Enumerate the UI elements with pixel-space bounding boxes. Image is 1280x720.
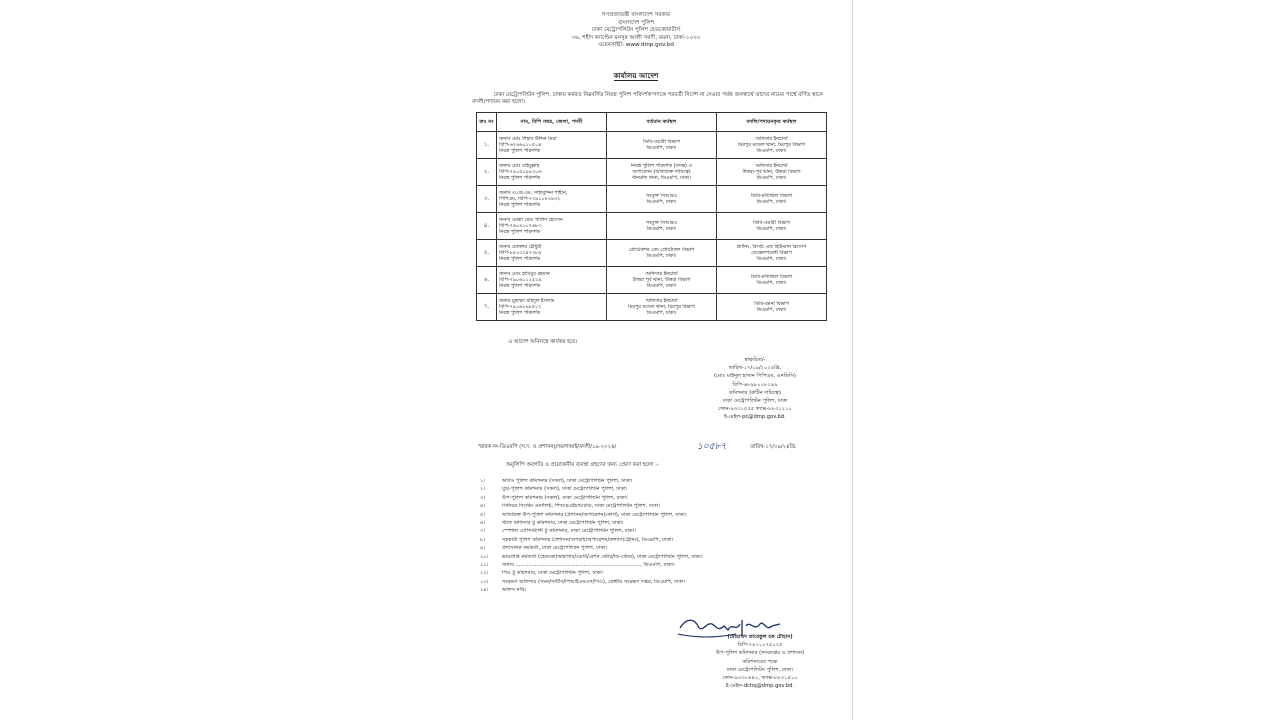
header-new-post: বদলি/পদায়নকৃত কর্মস্থল (717, 113, 827, 132)
list-item (480, 495, 820, 503)
cell-current-post-line: মিরপুর মডেল থানা, মিরপুর বিভাগ (628, 303, 695, 310)
list-item-text: স্টাফ অফিসার টু কমিশনার, ঢাকা মেট্রোপলিটন পুলিশ, ঢাকা। (502, 519, 624, 526)
table-row (477, 159, 827, 186)
list-item-number: ৮। (480, 536, 486, 543)
list-item (480, 512, 820, 520)
cell-current-post (607, 213, 717, 240)
cell-current-post-line: ডিএমপি, ঢাকা। (646, 145, 677, 151)
cell-name-line: নিরস্ত্র পুলিশ পরিদর্শক (499, 148, 541, 155)
table-row (477, 213, 827, 240)
signature-line: তারিখ-১৭/০৯/২০২৪খ্রি. (728, 365, 782, 372)
cell-current-post (607, 132, 717, 159)
cell-new-post-line: মিরপুর মডেল থানা, মিরপুর বিভাগ (738, 141, 805, 148)
cell-new-post-line: ডিএমপি, ঢাকা। (756, 148, 787, 155)
cell-name (497, 132, 607, 159)
list-item-number: ৫। (480, 511, 486, 518)
cell-current-post (607, 294, 717, 321)
list-item (480, 587, 820, 595)
list-item-text: সিনিয়র সিস্টেম এনালিষ্ট, পিআরএইচআরডি, ঢাকা মেট্রোপলিটন পুলিশ, ঢাকা। (502, 503, 661, 510)
cell-serial: ৩. (477, 186, 497, 213)
table-body (477, 132, 827, 321)
cell-new-post (717, 294, 827, 321)
cell-name-line: নিরস্ত্র পুলিশ পরিদর্শক (499, 175, 541, 182)
signature-line: কমিশনারের পক্ষে (742, 658, 778, 665)
cell-current-post-line: প্রোটেকশন এন্ড প্রোটোকল বিভাগ (628, 246, 695, 253)
list-item-text: যুগ্ম-পুলিশ কমিশনার (সকল), ঢাকা মেট্রোপলিটন পুলিশ, ঢাকা। (502, 486, 628, 493)
cell-new-post-line: ডিবি-মতিঝিল বিভাগ (750, 273, 793, 280)
cell-name-line: জনাব মোঃ মহিবুল্লাহ (499, 162, 540, 169)
cell-current-post (607, 159, 717, 186)
list-item (480, 503, 820, 511)
list-item (480, 478, 820, 486)
signature-line: (মোহাম্মদ তারেকুল হক চৌহান) (727, 634, 793, 640)
cell-name-line: জনাব মোল্লা মোঃ খালিদ হোসেন (499, 216, 563, 223)
cell-new-post-line: ডিবি-রমনা বিভাগ (754, 300, 789, 307)
list-item-text: অতিরিক্ত উপ-পুলিশ কমিশনার (প্রশাসন/অপারেশন/ফোর্স), ঢাকা মেট্রোপলিটন পুলিশ, ঢাকা। (502, 511, 687, 518)
cell-name-line: বিপি-৭৬০৪১০৭৬৮৩ (499, 222, 542, 229)
cell-current-post-line: নিরস্ত্র পুলিশ পরিদর্শক (তদন্ত) ও (630, 162, 693, 169)
signature-block-commissioner (670, 357, 840, 423)
letterhead (420, 12, 852, 50)
list-item (480, 579, 820, 587)
cell-current-post-line: সংযুক্ত সিআরও (645, 219, 678, 226)
cell-serial: ৭. (477, 294, 497, 321)
cell-name (497, 294, 607, 321)
list-item-number: ১৩। (480, 578, 489, 585)
letterhead-website: ওয়েবসাইট: www.dmp.gov.bd (598, 42, 674, 49)
memo-date: তারিখ-১৭/০৯/২৪খ্রি. (750, 444, 797, 450)
cell-name-line: জনাব মোঃ হাবিবুর রহমান (499, 270, 550, 277)
cell-name-line: নিরস্ত্র পুলিশ পরিদর্শক (499, 283, 541, 290)
cell-current-post-line: ডিএমপি, ঢাকা। (646, 283, 677, 290)
list-item-text: পিএ টু কমিশনার, ঢাকা মেট্রোপলিটন পুলিশ, ঢাকা। (502, 570, 604, 577)
memo-ref-number: স্মারক নং-ডিএমপি (স.দ. ও প্রশাসন)/অরগআই/বদলী/১৯-২০২৪/ (478, 444, 617, 450)
cell-name (497, 213, 607, 240)
signature-line: উপ-পুলিশ কমিশনার (সদরদপ্তর ও প্রশাসন) (715, 650, 805, 657)
table-header-row (477, 113, 827, 132)
cell-name-line: নিরস্ত্র পুলিশ পরিদর্শক (499, 229, 541, 236)
cell-name-line: বিপি-৭৯০৬১১২৫২৯ (499, 276, 542, 283)
list-item (480, 570, 820, 578)
cell-current-post-line: ডিএমপি, ঢাকা। (646, 226, 677, 232)
cell-name-line: বিপি-৮৪১৩১৪৭৩৮৯ (499, 249, 542, 256)
cell-new-post-line: অফিসার ইনচার্জ (755, 135, 788, 142)
signature-line: ঢাকা মেট্রোপলিটন পুলিশ, ঢাকা (722, 397, 788, 404)
signature-line: ফোন-৯৩৩১৫৫৫ ফ্যাক্স-৮৮৩১২১০ (718, 406, 792, 413)
cell-new-post-line: ডিবি-ওয়ারী বিভাগ (753, 219, 790, 226)
cell-new-post (717, 213, 827, 240)
cell-name-line: জনাব মুহাম্মদ মহিদুল ইসলাম (499, 297, 555, 304)
effect-line: এ আদেশ অবিলম্বে কার্যকর হবে। (508, 339, 578, 345)
order-heading-text: কার্যালয় আদেশ (613, 71, 659, 80)
cell-name-line: জনাব মোঃ শিহাব উদ্দিন মিয়া (499, 135, 557, 142)
header-serial: ক্রঃ নং (477, 113, 497, 132)
signature-line: ফোন-৯৩৩০৪৪২, ফ্যাক্স-৮৮৩১৪১০ (722, 674, 798, 681)
document-page (420, 0, 852, 720)
cell-name-line: বিপি-৭৯০৫০৯৯৩০৬ (499, 168, 542, 175)
cell-current-post-line: ডিবি-ওয়ারী বিভাগ (643, 138, 680, 145)
list-item-number: ১০। (480, 553, 489, 560)
cell-current-post-line: ডিএমপি, ঢাকা। (646, 199, 677, 205)
cell-new-post-line: ডিবি-মতিঝিল বিভাগ (750, 192, 793, 199)
list-item-number: ৪। (480, 503, 486, 510)
header-current-post: বর্তমান কর্মস্থল (607, 113, 717, 132)
list-item-number: ৬। (480, 519, 486, 526)
list-item-text: প্রশাসনিক কর্মকর্তা, ঢাকা মেট্রোপলিটন পুলিশ, ঢাকা। (502, 545, 608, 552)
list-item (480, 528, 820, 536)
list-item-number: ৩। (480, 494, 486, 501)
cell-new-post-line: ডিএমপি, ঢাকা। (756, 256, 787, 263)
cell-new-post-line: ডিএমপি, ঢাকা। (756, 307, 787, 313)
cell-current-post (607, 186, 717, 213)
cell-serial: ১. (477, 132, 497, 159)
list-item-number: ২। (480, 486, 486, 493)
list-item-text: সংরক্ষণ অফিসার (সমন/সার্টিস/পিআইএমএস/সিও), কেন্দ্রীয় সংরক্ষণ দপ্তর, ডিএমপি, ঢাকা। (502, 578, 686, 585)
cell-name-line: নিরস্ত্র পুলিশ পরিদর্শক (499, 310, 541, 317)
handwritten-number-text: ১০৫৮৭ (697, 442, 727, 452)
cell-new-post-line: প্ল্যানিং, রিসার্চ এন্ড হিউম্যান রিসোর্স (736, 243, 807, 250)
signature-line: ই-মেইল-dchq@dmp.gov.bd. (725, 683, 795, 690)
page-edge-divider (852, 0, 853, 720)
cell-new-post (717, 186, 827, 213)
cell-serial: ৪. (477, 213, 497, 240)
list-item-number: ৭। (480, 528, 486, 535)
list-item-number: ১। (480, 478, 486, 484)
list-item-text: উপ-পুলিশ কমিশনার (সকল), ঢাকা মেট্রোপলিটন পুলিশ, ঢাকা। (502, 494, 628, 501)
signature-line: স্বাক্ষরিত/- (744, 357, 766, 363)
cell-name-line: পিপিএম, বিপি-৭৩৯১০৮৩৯৩২ (499, 195, 561, 202)
list-item (480, 554, 820, 562)
signature-line: কমিশনার (রুটিন দায়িত্বে) (729, 389, 781, 396)
letterhead-line: বাংলাদেশ পুলিশ (617, 19, 655, 26)
cell-new-post (717, 132, 827, 159)
cell-current-post-line: ডিএমপি, ঢাকা। (646, 310, 677, 317)
cell-new-post-line: উত্তরা-পূর্ব থানা, উত্তরা বিভাগ (742, 168, 801, 175)
list-item-text: অফিস নথি। (502, 587, 527, 594)
cell-new-post (717, 240, 827, 267)
cell-current-post-line: ধানমন্ডি থানা, ডিএমপি, ঢাকা। (632, 175, 691, 182)
list-item (480, 545, 820, 553)
signature-line: বিপি-৬৮৯৮০০৮১৯৯ (732, 381, 778, 388)
handwritten-signature (676, 614, 786, 640)
transfer-table (476, 112, 827, 321)
cell-new-post-line: ডিএমপি, ঢাকা। (756, 280, 787, 286)
cell-current-post-line: অফিসার ইনচার্জ (645, 270, 678, 277)
cell-current-post (607, 240, 717, 267)
table-row (477, 240, 827, 267)
table-row (477, 267, 827, 294)
letterhead-line: ৩৬, শহীদ ক্যাপ্টেন মনসুর আলী সরণী, রমনা, ঢাকা-১০০০ (571, 34, 701, 41)
distribution-list (480, 478, 820, 595)
signature-block-dc (660, 634, 860, 691)
cell-serial: ২. (477, 159, 497, 186)
list-item-number: ৯। (480, 545, 486, 552)
cell-new-post-line: ডেভেলপমেন্ট বিভাগ (751, 249, 792, 256)
cell-current-post (607, 267, 717, 294)
cell-new-post-line: ডিএমপি, ঢাকা। (756, 226, 787, 232)
forward-line: অনুলিপি অবগতি ও প্রয়োজনীয় ব্যবস্থা গ্রহণের জন্য প্রেরণ করা হলো :- (506, 462, 659, 468)
cell-new-post-line: অফিসার ইনচার্জ (755, 162, 788, 169)
list-item (480, 537, 820, 545)
header-name: নাম, বিপি নম্বর, জেলা, পদবী (497, 113, 607, 132)
letterhead-line: গণপ্রজাতন্ত্রী বাংলাদেশ সরকার (602, 12, 670, 18)
cell-name-line: বিপি-৭৯০৬০৯৮৫০২ (499, 303, 542, 310)
order-heading (420, 71, 852, 80)
cell-name (497, 186, 607, 213)
list-item (480, 562, 820, 570)
cell-current-post-line: উত্তরা পূর্ব থানা, উত্তরা বিভাগ (632, 276, 691, 283)
list-item-text: অতিঃ পুলিশ কমিশনার (সকল), ঢাকা মেট্রোপলিটন পুলিশ, ঢাকা। (502, 478, 633, 484)
list-item (480, 520, 820, 528)
cell-name-line: জনাব এ.কে.এম. সাহাবুদ্দিন শাহীন, (499, 189, 568, 196)
cell-new-post-line: ডিএমপি, ঢাকা। (756, 175, 787, 182)
list-item (480, 486, 820, 494)
cell-new-post (717, 267, 827, 294)
cell-name-line: বিপি-৬৭৯৬০১০৫০৪ (499, 141, 542, 148)
signature-line: ই-মেইল-pc@dmp.gov.bd. (724, 414, 786, 421)
cell-name (497, 159, 607, 186)
list-item-number: ১২। (480, 570, 489, 577)
cell-serial: ৬. (477, 267, 497, 294)
signature-line: বিপি-৭৪১০০৭৫০২৫ (737, 642, 783, 649)
cell-current-post-line: অপারেশন (অতিরিক্ত দায়িত্বে) (632, 168, 691, 175)
letterhead-line: ঢাকা মেট্রোপলিটন পুলিশ হেডকোয়ার্টার্স (591, 27, 681, 34)
list-item-number: ১১। (480, 561, 489, 568)
cell-serial: ৫. (477, 240, 497, 267)
cell-current-post-line: অফিসার ইনচার্জ (645, 297, 678, 304)
table-row (477, 186, 827, 213)
list-item-number: ১৪। (480, 587, 489, 594)
table-row (477, 132, 827, 159)
handwritten-memo-number (696, 439, 740, 453)
intro-paragraph: ঢাকা মেট্রোপলিটন পুলিশ, ঢাকায় কর্মরত নিম্নবর্ণিত নিরস্ত্র পুলিশ পরিদর্শক'গণকে পরবর্তী নির্দেশ না দেওয়া পর্যন্ত জনস্বার্থে তাদের নামের পার্শ্বে বর্ণিত স্থানে বদলী/পদায়ন করা হলো। (472, 92, 823, 106)
cell-new-post-line: ডিএমপি, ঢাকা। (756, 199, 787, 205)
cell-name-line: নিরস্ত্র পুলিশ পরিদর্শক (499, 256, 541, 263)
list-item-text: ভারপ্রাপ্ত কর্মকর্তা (হেডকো/অস্ত্রাগার/এমটি/রেশন স্টোর/ডি-স্টোর), ঢাকা মেট্রোপলিটন পুলিশ, ঢাকা। (502, 553, 703, 560)
list-item-text: সহকারী পুলিশ কমিশনার (প্রশাসন/অপরাধ/অপারেশন/কল্যাণ/ট্রেনিং), ডিএমপি, ঢাকা। (502, 536, 674, 543)
signature-line: ঢাকা মেট্রোপলিটন পুলিশ, ঢাকা। (726, 666, 794, 673)
cell-current-post-line: ডিএমপি, ঢাকা। (646, 253, 677, 259)
list-item-text: জনাব ............................................................................., ডিএমপি, ঢাকা। (502, 561, 675, 568)
signature-line: (মোঃ মাইনুল হাসান পিপিএম, এনডিসি) (714, 373, 796, 380)
cell-new-post (717, 159, 827, 186)
cell-current-post-line: সংযুক্ত সিআরও (645, 192, 678, 199)
table-row (477, 294, 827, 321)
cell-name (497, 240, 607, 267)
cell-name-line: জনাব মোক্তার চৌধুরী (499, 243, 542, 250)
list-item-text: স্পেশাল এ্যাসিস্ট্যান্ট টু কমিশনার, ঢাকা মেট্রোপলিটন পুলিশ, ঢাকা। (502, 528, 636, 535)
cell-name-line: নিরস্ত্র পুলিশ পরিদর্শক (499, 202, 541, 209)
cell-name (497, 267, 607, 294)
